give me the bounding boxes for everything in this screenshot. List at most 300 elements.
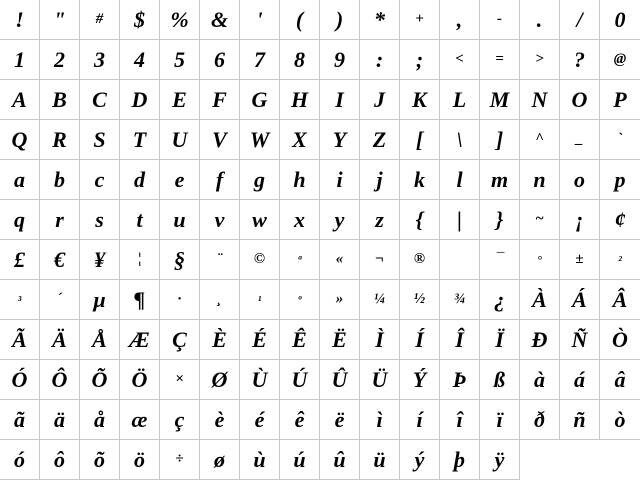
glyph-cell[interactable] [200, 360, 240, 400]
glyph-cell[interactable] [0, 320, 40, 360]
glyph-cell[interactable] [120, 40, 160, 80]
glyph-character: À [532, 286, 547, 312]
glyph-cell[interactable] [240, 320, 280, 360]
glyph-cell[interactable] [40, 360, 80, 400]
glyph-cell[interactable] [560, 40, 600, 80]
glyph-character: C [92, 86, 107, 112]
glyph-cell[interactable] [360, 400, 400, 440]
glyph-cell[interactable] [80, 320, 120, 360]
glyph-character: ± [575, 251, 584, 267]
glyph-cell[interactable] [200, 440, 240, 480]
glyph-cell[interactable] [240, 360, 280, 400]
glyph-cell[interactable] [280, 160, 320, 200]
glyph-character: ³ [17, 292, 22, 307]
glyph-character: t [136, 206, 143, 232]
glyph-cell[interactable] [320, 400, 360, 440]
glyph-cell[interactable] [160, 40, 200, 80]
glyph-character: ^ [535, 131, 544, 147]
glyph-cell[interactable] [320, 40, 360, 80]
glyph-cell[interactable] [40, 160, 80, 200]
glyph-cell[interactable] [480, 120, 520, 160]
glyph-cell[interactable] [320, 240, 360, 280]
glyph-character: w [252, 206, 267, 232]
glyph-cell[interactable] [80, 40, 120, 80]
glyph-character: Ö [131, 366, 148, 392]
glyph-cell[interactable] [120, 80, 160, 120]
glyph-cell[interactable] [40, 400, 80, 440]
glyph-cell[interactable] [360, 200, 400, 240]
glyph-cell[interactable] [360, 40, 400, 80]
glyph-character: § [174, 246, 185, 272]
glyph-character: I [335, 86, 344, 112]
glyph-cell[interactable] [400, 440, 440, 480]
glyph-cell[interactable] [240, 160, 280, 200]
glyph-cell[interactable] [80, 80, 120, 120]
glyph-character: ã [14, 406, 25, 432]
glyph-character: Â [612, 286, 628, 312]
glyph-cell[interactable] [120, 200, 160, 240]
glyph-character: õ [94, 446, 105, 472]
glyph-character: _ [575, 131, 584, 147]
glyph-cell[interactable] [160, 360, 200, 400]
glyph-cell[interactable] [600, 360, 640, 400]
glyph-character: ! [15, 6, 24, 32]
glyph-character: ð [534, 406, 545, 432]
glyph-character: % [170, 6, 189, 32]
glyph-cell[interactable] [360, 120, 400, 160]
glyph-character: × [175, 371, 184, 387]
glyph-cell[interactable] [520, 320, 560, 360]
glyph-cell[interactable] [240, 40, 280, 80]
glyph-cell[interactable] [280, 200, 320, 240]
glyph-character: Ê [292, 326, 307, 352]
glyph-cell[interactable] [520, 160, 560, 200]
glyph-cell[interactable] [440, 240, 480, 280]
glyph-cell[interactable] [320, 0, 360, 40]
glyph-cell[interactable] [40, 440, 80, 480]
glyph-cell[interactable] [40, 40, 80, 80]
glyph-cell[interactable] [520, 120, 560, 160]
glyph-cell[interactable] [480, 200, 520, 240]
glyph-character: s [95, 206, 104, 232]
glyph-cell[interactable] [600, 240, 640, 280]
glyph-cell[interactable] [400, 360, 440, 400]
glyph-cell[interactable] [200, 240, 240, 280]
glyph-character: ? [574, 46, 585, 72]
glyph-cell[interactable] [400, 400, 440, 440]
glyph-cell[interactable] [440, 40, 480, 80]
glyph-cell[interactable] [80, 240, 120, 280]
glyph-cell[interactable] [0, 80, 40, 120]
glyph-character: | [457, 206, 462, 232]
glyph-cell[interactable] [200, 200, 240, 240]
glyph-cell[interactable] [480, 400, 520, 440]
glyph-cell[interactable] [560, 400, 600, 440]
glyph-cell[interactable] [560, 280, 600, 320]
glyph-cell[interactable] [320, 80, 360, 120]
glyph-character: £ [14, 246, 25, 272]
glyph-cell[interactable] [0, 120, 40, 160]
glyph-character: E [172, 86, 187, 112]
glyph-character: u [173, 206, 186, 232]
glyph-cell[interactable] [160, 240, 200, 280]
glyph-character: f [215, 166, 224, 192]
glyph-cell[interactable] [480, 0, 520, 40]
glyph-character: Ã [12, 326, 27, 352]
glyph-cell[interactable] [240, 400, 280, 440]
glyph-character: î [456, 406, 463, 432]
glyph-cell[interactable] [160, 440, 200, 480]
glyph-cell[interactable] [400, 0, 440, 40]
glyph-cell[interactable] [600, 0, 640, 40]
glyph-cell[interactable] [200, 160, 240, 200]
glyph-cell[interactable] [480, 40, 520, 80]
glyph-cell[interactable] [440, 280, 480, 320]
glyph-character: Ï [495, 326, 504, 352]
glyph-cell[interactable] [520, 200, 560, 240]
glyph-character: @ [613, 51, 627, 67]
glyph-character: è [214, 406, 225, 432]
glyph-cell[interactable] [40, 0, 80, 40]
glyph-cell[interactable] [600, 40, 640, 80]
glyph-cell[interactable] [120, 120, 160, 160]
glyph-character: n [533, 166, 546, 192]
glyph-character: T [132, 126, 147, 152]
glyph-cell[interactable] [400, 40, 440, 80]
glyph-character: ù [253, 446, 266, 472]
glyph-character: Ú [291, 366, 308, 392]
glyph-character: * [374, 6, 385, 32]
glyph-character: c [94, 166, 105, 192]
glyph-character: ß [494, 366, 505, 392]
glyph-character: 8 [294, 46, 305, 72]
glyph-character: W [249, 126, 270, 152]
glyph-cell[interactable] [600, 120, 640, 160]
glyph-cell[interactable] [0, 0, 40, 40]
glyph-character: ( [295, 6, 304, 32]
glyph-cell[interactable] [80, 120, 120, 160]
glyph-character: á [574, 366, 585, 392]
glyph-cell[interactable] [200, 40, 240, 80]
glyph-character: ² [618, 252, 622, 267]
glyph-cell[interactable] [120, 160, 160, 200]
glyph-cell[interactable] [560, 160, 600, 200]
glyph-character: º [297, 292, 302, 307]
glyph-cell[interactable] [0, 200, 40, 240]
glyph-cell[interactable] [480, 320, 520, 360]
glyph-cell[interactable] [80, 400, 120, 440]
glyph-cell[interactable] [600, 320, 640, 360]
glyph-cell[interactable] [160, 280, 200, 320]
glyph-cell[interactable] [440, 360, 480, 400]
glyph-character: M [489, 86, 510, 112]
glyph-cell[interactable] [320, 440, 360, 480]
glyph-cell[interactable] [400, 80, 440, 120]
glyph-cell[interactable] [600, 160, 640, 200]
glyph-character: ½ [413, 291, 426, 307]
glyph-character: é [254, 406, 265, 432]
glyph-cell[interactable] [280, 80, 320, 120]
glyph-cell[interactable] [440, 160, 480, 200]
glyph-character: 3 [94, 46, 105, 72]
glyph-character: ë [334, 406, 345, 432]
glyph-character: . [536, 6, 543, 32]
glyph-cell[interactable] [120, 440, 160, 480]
glyph-cell[interactable] [400, 240, 440, 280]
glyph-character: > [535, 51, 544, 67]
glyph-character: Z [372, 126, 387, 152]
glyph-character: ¾ [453, 291, 466, 307]
glyph-cell[interactable] [360, 0, 400, 40]
glyph-cell[interactable] [400, 160, 440, 200]
glyph-cell[interactable] [360, 80, 400, 120]
glyph-cell[interactable] [280, 280, 320, 320]
glyph-cell[interactable] [0, 400, 40, 440]
glyph-character: ¡ [575, 206, 584, 232]
glyph-cell[interactable] [280, 40, 320, 80]
glyph-cell[interactable] [240, 280, 280, 320]
glyph-cell[interactable] [280, 440, 320, 480]
glyph-cell[interactable] [280, 360, 320, 400]
glyph-character: / [576, 6, 583, 32]
glyph-cell[interactable] [600, 200, 640, 240]
glyph-cell[interactable] [520, 240, 560, 280]
glyph-cell[interactable] [40, 240, 80, 280]
glyph-character: 6 [214, 46, 225, 72]
glyph-cell[interactable] [0, 40, 40, 80]
glyph-character: ¼ [373, 291, 386, 307]
glyph-cell[interactable] [200, 400, 240, 440]
glyph-character: ® [413, 251, 426, 267]
glyph-cell[interactable] [80, 200, 120, 240]
glyph-cell[interactable] [520, 360, 560, 400]
glyph-cell[interactable] [160, 160, 200, 200]
glyph-cell[interactable] [160, 120, 200, 160]
glyph-cell[interactable] [240, 80, 280, 120]
glyph-character: ÷ [175, 451, 184, 467]
glyph-character: å [94, 406, 105, 432]
glyph-cell[interactable] [160, 320, 200, 360]
glyph-cell[interactable] [440, 120, 480, 160]
glyph-cell[interactable] [40, 120, 80, 160]
glyph-character: ¢ [614, 206, 626, 232]
glyph-character: ¨ [217, 251, 222, 267]
glyph-cell[interactable] [120, 240, 160, 280]
glyph-character: S [93, 126, 106, 152]
glyph-cell[interactable] [600, 400, 640, 440]
glyph-cell[interactable] [560, 440, 600, 480]
glyph-cell[interactable] [520, 440, 560, 480]
glyph-cell[interactable] [240, 200, 280, 240]
glyph-character: l [456, 166, 463, 192]
glyph-cell[interactable] [320, 280, 360, 320]
glyph-cell[interactable] [480, 80, 520, 120]
glyph-cell[interactable] [520, 0, 560, 40]
glyph-character: û [333, 446, 346, 472]
glyph-cell[interactable] [440, 80, 480, 120]
glyph-cell[interactable] [400, 320, 440, 360]
glyph-cell[interactable] [0, 240, 40, 280]
glyph-character: " [53, 6, 66, 32]
glyph-character: & [210, 6, 229, 32]
glyph-cell[interactable] [600, 80, 640, 120]
glyph-cell[interactable] [120, 400, 160, 440]
glyph-cell[interactable] [480, 240, 520, 280]
glyph-character: X [292, 126, 307, 152]
glyph-cell[interactable] [560, 120, 600, 160]
glyph-character: \ [456, 126, 463, 152]
glyph-cell[interactable] [80, 0, 120, 40]
glyph-character: Ë [332, 326, 347, 352]
glyph-cell[interactable] [520, 280, 560, 320]
glyph-cell[interactable] [0, 360, 40, 400]
glyph-character: Ü [371, 366, 388, 392]
glyph-cell[interactable] [440, 0, 480, 40]
glyph-character: ò [614, 406, 626, 432]
glyph-cell[interactable] [240, 240, 280, 280]
glyph-character: ç [174, 406, 185, 432]
glyph-cell[interactable] [480, 360, 520, 400]
glyph-cell[interactable] [360, 360, 400, 400]
glyph-cell[interactable] [160, 0, 200, 40]
glyph-character: Ì [375, 326, 384, 352]
glyph-cell[interactable] [280, 0, 320, 40]
glyph-character: þ [454, 446, 465, 472]
glyph-cell[interactable] [200, 80, 240, 120]
glyph-cell[interactable] [160, 80, 200, 120]
glyph-cell[interactable] [320, 160, 360, 200]
glyph-cell[interactable] [0, 440, 40, 480]
glyph-character: v [214, 206, 225, 232]
glyph-character: ¸ [217, 291, 222, 307]
glyph-character: J [374, 86, 385, 112]
glyph-cell[interactable] [240, 0, 280, 40]
glyph-character: b [54, 166, 65, 192]
glyph-character: ; [415, 46, 424, 72]
glyph-cell[interactable] [80, 440, 120, 480]
glyph-cell[interactable] [240, 120, 280, 160]
glyph-character: » [335, 291, 344, 307]
glyph-cell[interactable] [480, 440, 520, 480]
glyph-cell[interactable] [160, 400, 200, 440]
glyph-character: Ó [11, 366, 28, 392]
glyph-character: 4 [134, 46, 145, 72]
glyph-character: # [95, 11, 104, 27]
glyph-cell[interactable] [200, 0, 240, 40]
glyph-cell[interactable] [360, 320, 400, 360]
glyph-character: ~ [535, 211, 544, 227]
glyph-cell[interactable] [0, 280, 40, 320]
glyph-cell[interactable] [280, 400, 320, 440]
glyph-character: æ [131, 406, 148, 432]
glyph-cell[interactable] [280, 320, 320, 360]
glyph-character: ¦ [137, 251, 142, 267]
glyph-cell[interactable] [320, 200, 360, 240]
glyph-cell[interactable] [400, 120, 440, 160]
glyph-character: ' [256, 6, 263, 32]
glyph-cell[interactable] [480, 160, 520, 200]
glyph-cell[interactable] [440, 400, 480, 440]
glyph-cell[interactable] [360, 280, 400, 320]
glyph-cell[interactable] [440, 200, 480, 240]
glyph-cell[interactable] [80, 280, 120, 320]
glyph-cell[interactable] [560, 200, 600, 240]
glyph-cell[interactable] [280, 240, 320, 280]
glyph-cell[interactable] [80, 160, 120, 200]
glyph-cell[interactable] [520, 400, 560, 440]
glyph-character: ü [373, 446, 386, 472]
glyph-character: 2 [54, 46, 65, 72]
glyph-cell[interactable] [440, 320, 480, 360]
glyph-cell[interactable] [520, 80, 560, 120]
glyph-cell[interactable] [280, 120, 320, 160]
glyph-cell[interactable] [560, 240, 600, 280]
glyph-cell[interactable] [320, 120, 360, 160]
glyph-cell[interactable] [440, 440, 480, 480]
glyph-cell[interactable] [200, 120, 240, 160]
glyph-character: $ [134, 6, 145, 32]
glyph-cell[interactable] [40, 280, 80, 320]
glyph-character: ´ [57, 291, 62, 307]
glyph-character: Õ [91, 366, 108, 392]
glyph-character: - [497, 11, 502, 27]
glyph-cell[interactable] [40, 80, 80, 120]
glyph-cell[interactable] [240, 440, 280, 480]
glyph-cell[interactable] [360, 160, 400, 200]
glyph-cell[interactable] [600, 440, 640, 480]
glyph-character: ì [376, 406, 383, 432]
glyph-cell[interactable] [200, 320, 240, 360]
glyph-cell[interactable] [320, 320, 360, 360]
glyph-character: N [531, 86, 548, 112]
glyph-character: ¶ [134, 286, 145, 312]
glyph-cell[interactable] [120, 0, 160, 40]
glyph-character: k [414, 166, 425, 192]
glyph-cell[interactable] [560, 80, 600, 120]
glyph-character: } [495, 206, 504, 232]
glyph-cell[interactable] [600, 280, 640, 320]
glyph-cell[interactable] [400, 280, 440, 320]
glyph-character: o [574, 166, 585, 192]
glyph-character: = [495, 51, 504, 67]
glyph-cell[interactable] [120, 320, 160, 360]
glyph-cell[interactable] [360, 240, 400, 280]
glyph-cell[interactable] [560, 360, 600, 400]
glyph-cell[interactable] [560, 320, 600, 360]
glyph-cell[interactable] [40, 200, 80, 240]
glyph-cell[interactable] [40, 320, 80, 360]
glyph-cell[interactable] [120, 280, 160, 320]
glyph-cell[interactable] [360, 440, 400, 480]
glyph-character: m [490, 166, 509, 192]
glyph-cell[interactable] [480, 280, 520, 320]
glyph-character: Ä [52, 326, 67, 352]
glyph-cell[interactable] [200, 280, 240, 320]
glyph-character: , [456, 6, 463, 32]
glyph-character: € [54, 246, 65, 272]
glyph-character: ° [537, 252, 542, 267]
glyph-cell[interactable] [320, 360, 360, 400]
glyph-character: z [375, 206, 384, 232]
glyph-cell[interactable] [520, 40, 560, 80]
glyph-cell[interactable] [400, 200, 440, 240]
glyph-character: 1 [14, 46, 25, 72]
glyph-cell[interactable] [120, 360, 160, 400]
glyph-cell[interactable] [160, 200, 200, 240]
glyph-cell[interactable] [560, 0, 600, 40]
glyph-cell[interactable] [0, 160, 40, 200]
glyph-cell[interactable] [80, 360, 120, 400]
